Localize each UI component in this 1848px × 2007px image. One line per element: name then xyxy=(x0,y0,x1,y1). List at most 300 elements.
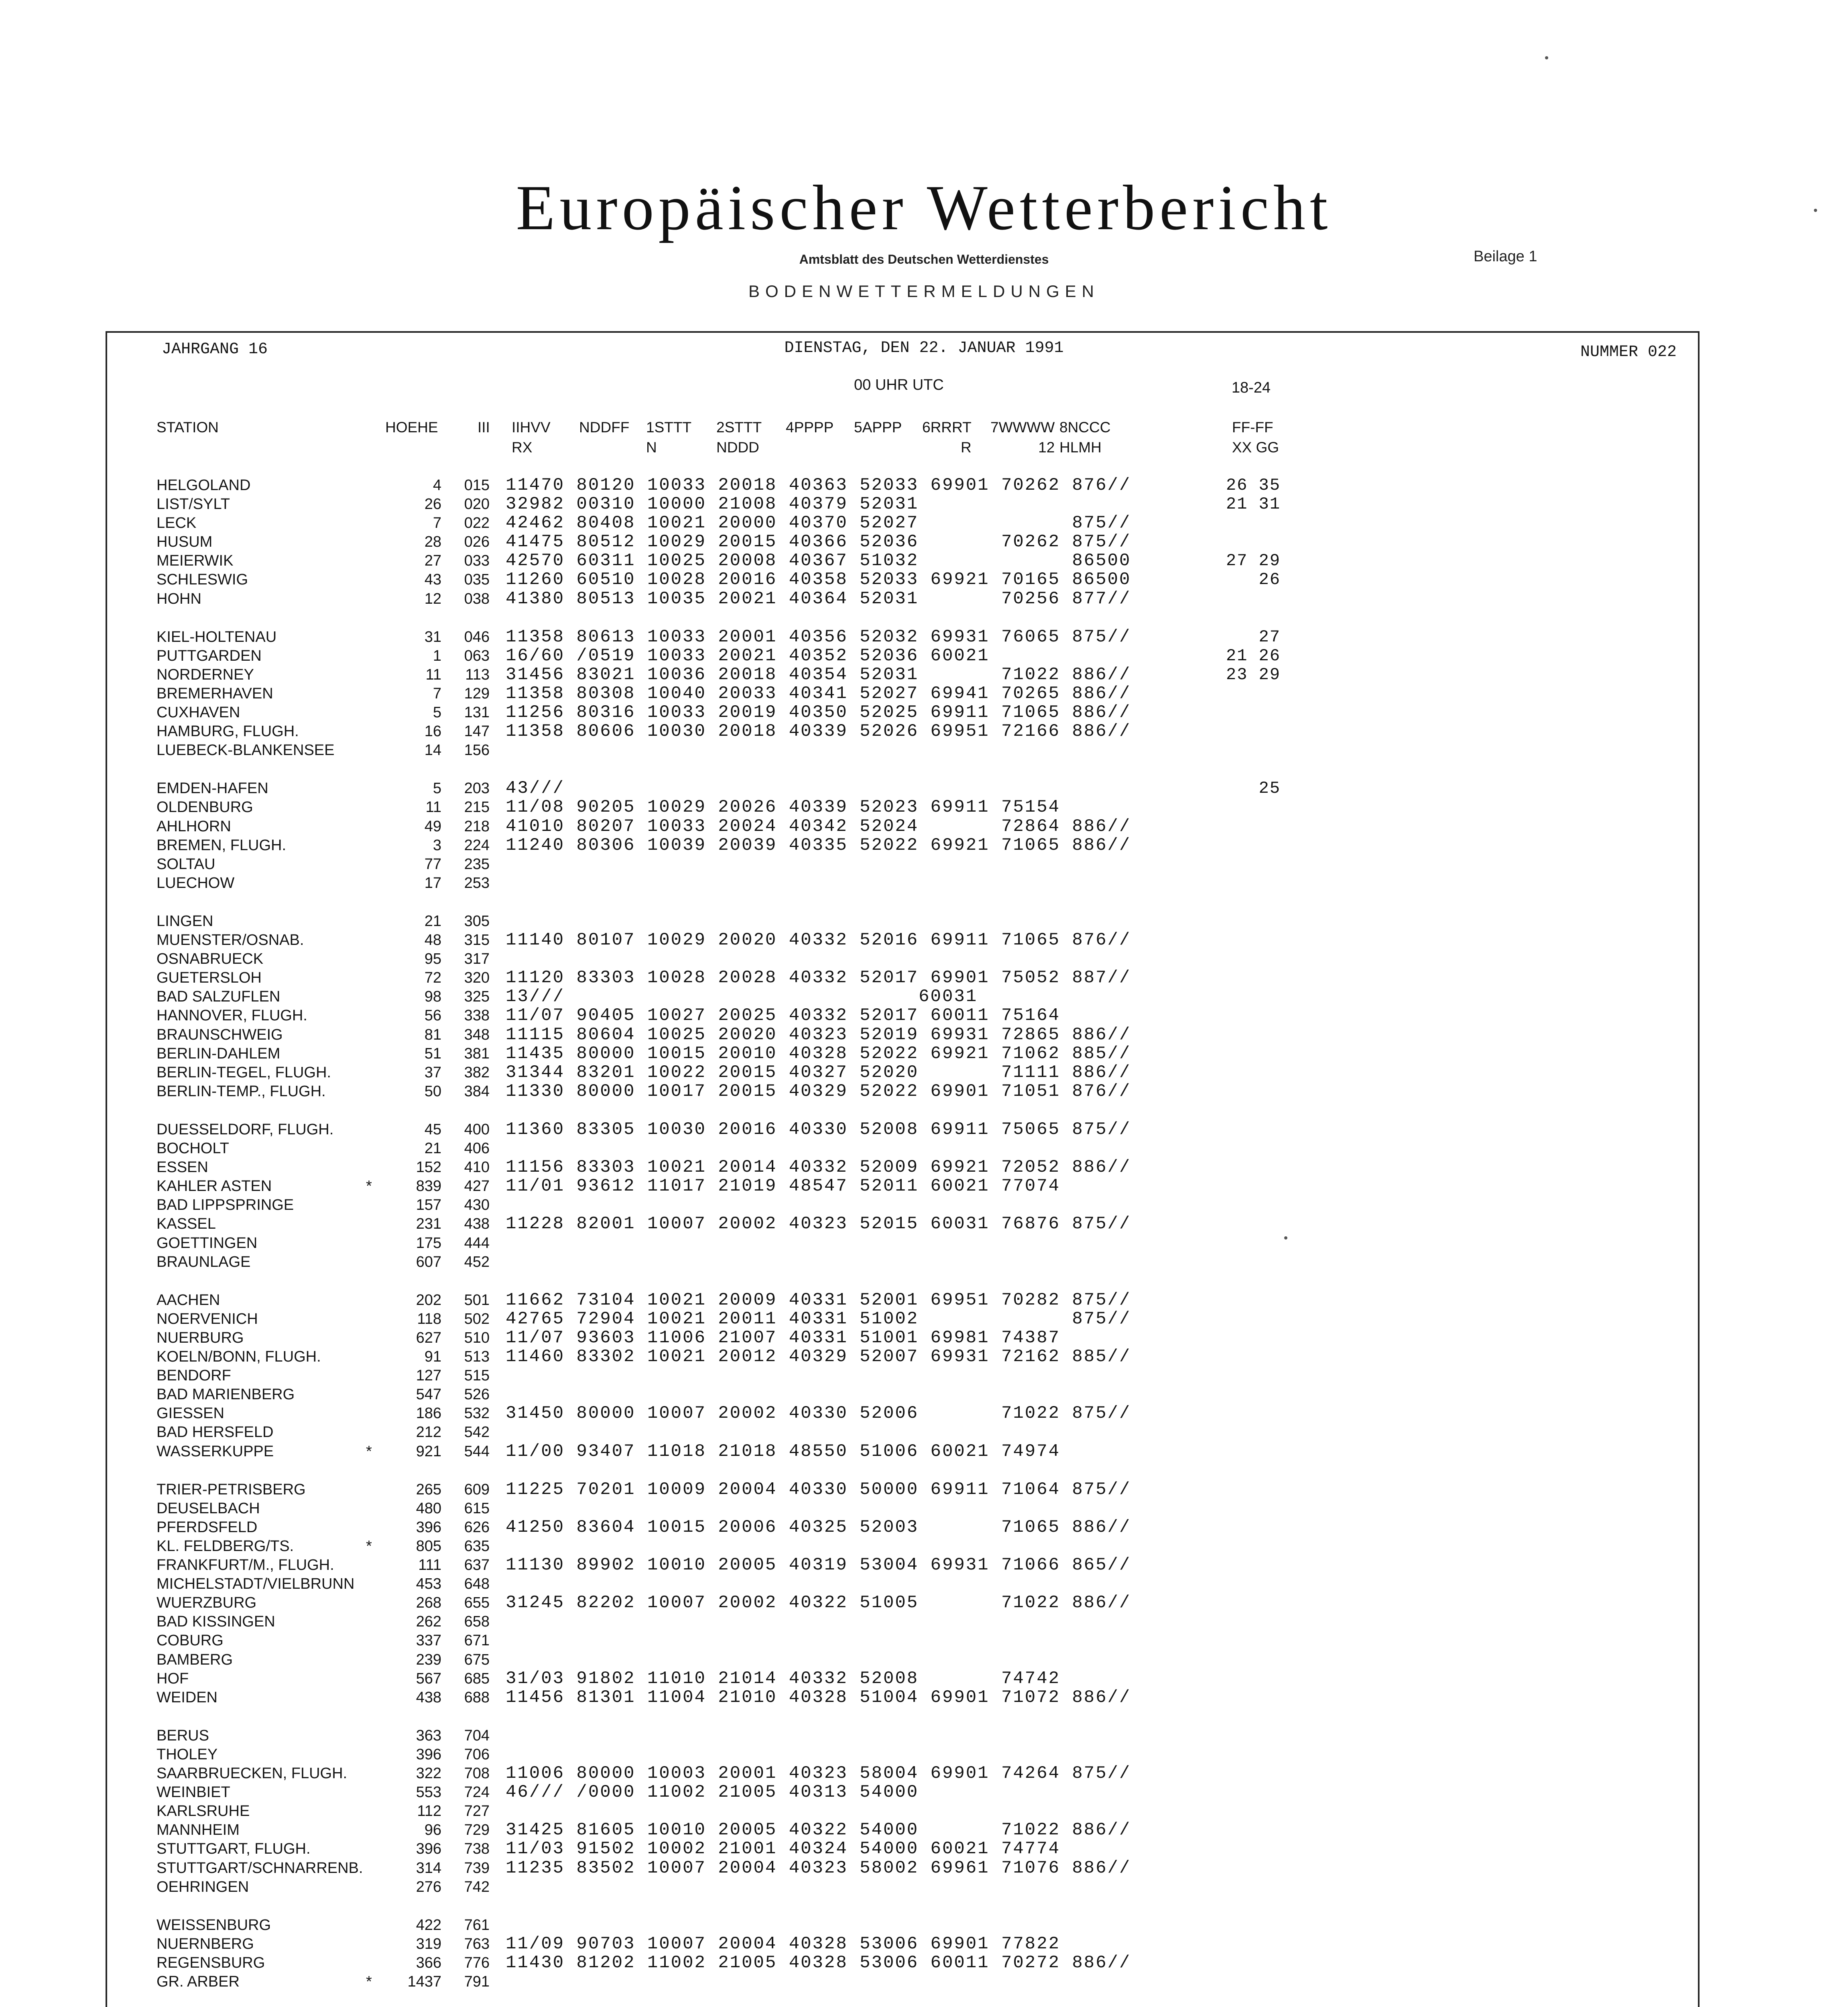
station-height: 319 xyxy=(416,1936,441,1952)
station-height: 547 xyxy=(416,1386,441,1403)
station-id: 452 xyxy=(464,1254,490,1270)
col-header-iii: III xyxy=(478,419,490,436)
station-name: DUESSELDORF, FLUGH. xyxy=(157,1121,334,1138)
table-row xyxy=(157,855,1617,874)
station-height: 314 xyxy=(416,1860,441,1877)
table-row xyxy=(157,1574,1617,1594)
synop-code: 11330 80000 10017 20015 40329 52022 69901 71051 876// xyxy=(506,1081,1131,1101)
station-height: 152 xyxy=(416,1159,441,1176)
col-header-4pppp: 4PPPP xyxy=(786,419,834,436)
station-name: BRAUNSCHWEIG xyxy=(157,1026,283,1043)
table-row xyxy=(157,1537,1617,1556)
scan-speck xyxy=(1545,56,1548,59)
station-name: NUERNBERG xyxy=(157,1936,254,1952)
table-row xyxy=(157,1309,1617,1329)
issue-number: NUMMER 022 xyxy=(1580,343,1677,361)
station-id: 671 xyxy=(464,1632,490,1649)
station-height: 3 xyxy=(433,837,441,854)
col-header-2sttt: 2STTT NDDD xyxy=(716,419,762,456)
synop-code: 42765 72904 10021 20011 40331 51002 875// xyxy=(506,1309,1131,1329)
station-id: 305 xyxy=(464,913,490,930)
table-row xyxy=(157,1234,1617,1253)
table-row xyxy=(157,1044,1617,1063)
station-name: LUEBECK-BLANKENSEE xyxy=(157,742,335,759)
table-row xyxy=(157,1063,1617,1082)
synop-code: 11/09 90703 10007 20004 40328 53006 69901 77822 xyxy=(506,1934,1061,1954)
table-row xyxy=(157,1669,1617,1688)
station-id: 615 xyxy=(464,1500,490,1517)
observation-time: 00 UHR UTC xyxy=(854,377,944,393)
table-row xyxy=(157,1442,1617,1461)
synop-code: 41475 80512 10029 20015 40366 52036 70262 875// xyxy=(506,532,1131,552)
station-height: 453 xyxy=(416,1575,441,1592)
table-row xyxy=(157,684,1617,703)
station-id: 444 xyxy=(464,1235,490,1252)
station-id: 501 xyxy=(464,1292,490,1309)
station-id: 320 xyxy=(464,969,490,986)
station-id: 655 xyxy=(464,1594,490,1611)
station-id: 203 xyxy=(464,780,490,797)
synop-code: 11140 80107 10029 20020 40332 52016 69911 71065 876// xyxy=(506,930,1131,950)
table-row xyxy=(157,1158,1617,1177)
station-id: 035 xyxy=(464,571,490,588)
station-name: STUTTGART, FLUGH. xyxy=(157,1840,311,1857)
synop-code: 32982 00310 10000 21008 40379 52031 xyxy=(506,494,919,514)
station-id: 742 xyxy=(464,1879,490,1895)
station-name: KARLSRUHE xyxy=(157,1803,250,1820)
station-id: 015 xyxy=(464,477,490,494)
table-row xyxy=(157,817,1617,836)
table-row xyxy=(157,1214,1617,1234)
table-row xyxy=(157,627,1617,647)
issue-date: DIENSTAG, DEN 22. JANUAR 1991 xyxy=(784,339,1064,357)
table-row xyxy=(157,1915,1617,1935)
synop-code: 11460 83302 10021 20012 40329 52007 69931 72162 885// xyxy=(506,1347,1131,1367)
station-height: 396 xyxy=(416,1746,441,1763)
table-row xyxy=(157,722,1617,741)
station-height: 17 xyxy=(424,875,441,892)
synop-code: 11156 83303 10021 20014 40332 52009 69921 72052 886// xyxy=(506,1157,1131,1177)
synop-code: 11006 80000 10003 20001 40323 58004 69901 74264 875// xyxy=(506,1763,1131,1783)
table-row xyxy=(157,1783,1617,1802)
table-row xyxy=(157,1650,1617,1669)
gust-values: 21 31 xyxy=(1226,495,1281,514)
station-height: 81 xyxy=(424,1026,441,1043)
table-row xyxy=(157,1385,1617,1404)
station-height: 96 xyxy=(424,1822,441,1838)
table-row xyxy=(157,741,1617,760)
table-row xyxy=(157,1252,1617,1272)
synop-code: 31344 83201 10022 20015 40327 52020 71111 886// xyxy=(506,1063,1131,1083)
station-height: 262 xyxy=(416,1613,441,1630)
table-row xyxy=(157,1120,1617,1139)
synop-code: 11358 80308 10040 20033 40341 52027 69941 70265 886// xyxy=(506,684,1131,704)
station-name: WEINBIET xyxy=(157,1784,230,1801)
station-height: 268 xyxy=(416,1594,441,1611)
station-id: 438 xyxy=(464,1215,490,1232)
station-height: 51 xyxy=(424,1045,441,1062)
station-name: BAD LIPPSPRINGE xyxy=(157,1197,294,1213)
table-row xyxy=(157,495,1617,514)
table-row xyxy=(157,532,1617,552)
table-row xyxy=(157,551,1617,570)
station-height: 98 xyxy=(424,988,441,1005)
station-name: KAHLER ASTEN xyxy=(157,1178,272,1195)
col-header-1sttt: 1STTT N xyxy=(646,419,692,456)
table-row xyxy=(157,665,1617,684)
station-id: 235 xyxy=(464,856,490,873)
station-id: 129 xyxy=(464,685,490,702)
station-name: HELGOLAND xyxy=(157,477,251,494)
station-id: 400 xyxy=(464,1121,490,1138)
station-height: 396 xyxy=(416,1840,441,1857)
station-height: 45 xyxy=(424,1121,441,1138)
station-name: BAD SALZUFLEN xyxy=(157,988,281,1005)
station-height: 11 xyxy=(425,666,441,683)
station-height: 37 xyxy=(424,1064,441,1081)
station-name: BERLIN-TEGEL, FLUGH. xyxy=(157,1064,331,1081)
table-row xyxy=(157,476,1617,495)
station-name: BAMBERG xyxy=(157,1651,233,1668)
station-name: SOLTAU xyxy=(157,856,215,873)
gust-values: 27 xyxy=(1226,627,1281,647)
station-id: 688 xyxy=(464,1689,490,1706)
station-height: 366 xyxy=(416,1954,441,1971)
station-name: BAD HERSFELD xyxy=(157,1424,274,1441)
station-height: 112 xyxy=(417,1803,441,1820)
station-id: 791 xyxy=(464,1973,490,1990)
station-name: NUERBURG xyxy=(157,1329,244,1346)
synop-code: 11225 70201 10009 20004 40330 50000 69911 71064 875// xyxy=(506,1480,1131,1500)
synop-code: 11358 80613 10033 20001 40356 52032 69931 76065 875// xyxy=(506,627,1131,647)
table-row xyxy=(157,836,1617,855)
synop-code: 46/// /0000 11002 21005 40313 54000 xyxy=(506,1782,919,1802)
station-id: 427 xyxy=(464,1178,490,1195)
synop-code: 11435 80000 10015 20010 40328 52022 69921 71062 885// xyxy=(506,1044,1131,1064)
station-height: 72 xyxy=(424,969,441,986)
station-id: 763 xyxy=(464,1936,490,1952)
station-id: 706 xyxy=(464,1746,490,1763)
station-id: 637 xyxy=(464,1557,490,1573)
gust-values: 26 35 xyxy=(1226,476,1281,495)
station-height: 567 xyxy=(416,1670,441,1687)
station-name: BRAUNLAGE xyxy=(157,1254,251,1270)
table-row xyxy=(157,949,1617,969)
table-row xyxy=(157,930,1617,950)
table-row xyxy=(157,1499,1617,1518)
station-height: 627 xyxy=(416,1329,441,1346)
synop-code: 43/// xyxy=(506,778,565,798)
station-name: GUETERSLOH xyxy=(157,969,262,986)
station-height: 14 xyxy=(424,742,441,759)
table-row xyxy=(157,1688,1617,1707)
synop-code: 11358 80606 10030 20018 40339 52026 69951 72166 886// xyxy=(506,721,1131,741)
station-height: 322 xyxy=(416,1765,441,1782)
synop-code: 11235 83502 10007 20004 40323 58002 69961 71076 886// xyxy=(506,1858,1131,1878)
station-height: 127 xyxy=(416,1367,441,1384)
station-height: 186 xyxy=(416,1405,441,1422)
station-id: 038 xyxy=(464,590,490,607)
station-id: 609 xyxy=(464,1481,490,1498)
station-name: KOELN/BONN, FLUGH. xyxy=(157,1348,321,1365)
mountain-marker: * xyxy=(366,1443,372,1460)
station-id: 761 xyxy=(464,1917,490,1934)
scan-speck xyxy=(1814,209,1817,212)
table-row xyxy=(157,1631,1617,1650)
station-name: WEISSENBURG xyxy=(157,1917,271,1934)
station-name: AACHEN xyxy=(157,1292,220,1309)
mountain-marker: * xyxy=(366,1973,372,1990)
synop-code: 11/07 90405 10027 20025 40332 52017 60011 75164 xyxy=(506,1006,1061,1026)
synop-code: 41010 80207 10033 20024 40342 52024 72864 886// xyxy=(506,816,1131,837)
station-id: 526 xyxy=(464,1386,490,1403)
table-row xyxy=(157,1518,1617,1537)
table-row xyxy=(157,1934,1617,1954)
synop-code: 11430 81202 11002 21005 40328 53006 60011 70272 886// xyxy=(506,1953,1131,1973)
station-id: 033 xyxy=(464,552,490,569)
table-row xyxy=(157,968,1617,987)
station-name: HANNOVER, FLUGH. xyxy=(157,1007,307,1024)
station-name: WASSERKUPPE xyxy=(157,1443,274,1460)
synop-code: 31425 81605 10010 20005 40322 54000 71022 886// xyxy=(506,1820,1131,1840)
station-name: REGENSBURG xyxy=(157,1954,265,1971)
station-name: WEIDEN xyxy=(157,1689,218,1706)
station-height: 202 xyxy=(416,1292,441,1309)
station-name: BAD KISSINGEN xyxy=(157,1613,275,1630)
table-row xyxy=(157,1177,1617,1196)
synop-code: 42462 80408 10021 20000 40370 52027 875// xyxy=(506,513,1131,533)
gust-values: 26 xyxy=(1226,570,1281,589)
station-name: LUECHOW xyxy=(157,875,235,892)
station-name: BOCHOLT xyxy=(157,1140,229,1157)
col-header-nddff: NDDFF xyxy=(579,419,630,436)
gust-values: 27 29 xyxy=(1226,551,1281,570)
synop-code: 13/// 60031 xyxy=(506,987,978,1007)
station-height: 21 xyxy=(424,913,441,930)
synop-code: 11662 73104 10021 20009 40331 52001 69951 70282 875// xyxy=(506,1290,1131,1310)
station-name: BENDORF xyxy=(157,1367,231,1384)
table-row xyxy=(157,1612,1617,1631)
station-name: GOETTINGEN xyxy=(157,1235,258,1252)
table-row xyxy=(157,912,1617,931)
station-name: BAD MARIENBERG xyxy=(157,1386,295,1403)
synop-code: 31456 83021 10036 20018 40354 52031 71022 886// xyxy=(506,665,1131,685)
station-name: PUTTGARDEN xyxy=(157,647,262,664)
synop-code: 11260 60510 10028 20016 40358 52033 69921 70165 86500 xyxy=(506,570,1131,590)
station-height: 480 xyxy=(416,1500,441,1517)
station-name: BERUS xyxy=(157,1727,209,1744)
table-row xyxy=(157,1328,1617,1347)
station-height: 607 xyxy=(416,1254,441,1270)
station-height: 21 xyxy=(424,1140,441,1157)
station-height: 11 xyxy=(425,799,441,816)
station-name: AHLHORN xyxy=(157,818,231,835)
table-row xyxy=(157,1745,1617,1764)
station-name: PFERDSFELD xyxy=(157,1519,258,1536)
station-height: 422 xyxy=(416,1917,441,1934)
table-row xyxy=(157,1025,1617,1044)
station-id: 515 xyxy=(464,1367,490,1384)
table-row xyxy=(157,1423,1617,1442)
station-height: 265 xyxy=(416,1481,441,1498)
col-header-ff: FF-FF XX GG xyxy=(1232,419,1279,456)
station-name: MUENSTER/OSNAB. xyxy=(157,932,304,949)
station-id: 218 xyxy=(464,818,490,835)
scan-speck xyxy=(1284,1236,1287,1240)
station-id: 675 xyxy=(464,1651,490,1668)
station-id: 022 xyxy=(464,515,490,531)
col-header-6rrrt: 6RRRT R xyxy=(922,419,972,456)
station-id: 739 xyxy=(464,1860,490,1877)
station-id: 502 xyxy=(464,1311,490,1327)
station-height: 50 xyxy=(424,1083,441,1100)
table-row xyxy=(157,1953,1617,1972)
station-height: 175 xyxy=(416,1235,441,1252)
section-heading: BODENWETTERMELDUNGEN xyxy=(748,282,1100,301)
table-row xyxy=(157,589,1617,609)
station-id: 648 xyxy=(464,1575,490,1592)
station-name: MEIERWIK xyxy=(157,552,234,569)
station-name: HOF xyxy=(157,1670,189,1687)
station-name: KIEL-HOLTENAU xyxy=(157,629,277,645)
synop-code: 31450 80000 10007 20002 40330 52006 71022 875// xyxy=(506,1403,1131,1423)
table-row xyxy=(157,1858,1617,1878)
table-row xyxy=(157,646,1617,666)
station-id: 510 xyxy=(464,1329,490,1346)
station-height: 276 xyxy=(416,1879,441,1895)
station-name: BERLIN-TEMP., FLUGH. xyxy=(157,1083,326,1100)
station-id: 317 xyxy=(464,951,490,967)
station-id: 410 xyxy=(464,1159,490,1176)
station-height: 31 xyxy=(424,629,441,645)
station-height: 7 xyxy=(433,685,441,702)
station-id: 325 xyxy=(464,988,490,1005)
station-name: SAARBRUECKEN, FLUGH. xyxy=(157,1765,348,1782)
station-height: 111 xyxy=(418,1557,441,1573)
station-id: 658 xyxy=(464,1613,490,1630)
station-name: GIESSEN xyxy=(157,1405,224,1422)
gust-values: 23 29 xyxy=(1226,665,1281,684)
station-name: LECK xyxy=(157,515,197,531)
station-height: 239 xyxy=(416,1651,441,1668)
station-id: 253 xyxy=(464,875,490,892)
station-name: HOHN xyxy=(157,590,201,607)
col-header-7wwww: 7WWWW 12 xyxy=(990,419,1055,456)
station-height: 91 xyxy=(424,1348,441,1365)
station-height: 839 xyxy=(416,1178,441,1195)
station-id: 215 xyxy=(464,799,490,816)
synop-code: 41380 80513 10035 20021 40364 52031 70256 877// xyxy=(506,589,1131,609)
station-name: FRANKFURT/M., FLUGH. xyxy=(157,1557,334,1573)
volume-label: JAHRGANG 16 xyxy=(162,340,268,358)
station-height: 438 xyxy=(416,1689,441,1706)
table-row xyxy=(157,1555,1617,1575)
synop-code: 11/07 93603 11006 21007 40331 51001 69981 74387 xyxy=(506,1328,1061,1348)
station-name: COBURG xyxy=(157,1632,224,1649)
synop-code: 42570 60311 10025 20008 40367 51032 86500 xyxy=(506,551,1131,571)
station-height: 363 xyxy=(416,1727,441,1744)
table-row xyxy=(157,1366,1617,1385)
station-id: 156 xyxy=(464,742,490,759)
table-row xyxy=(157,1480,1617,1499)
synop-code: 31245 82202 10007 20002 40322 51005 71022 886// xyxy=(506,1593,1131,1613)
station-id: 020 xyxy=(464,496,490,513)
synop-code: 31/03 91802 11010 21014 40332 52008 74742 xyxy=(506,1669,1061,1689)
station-id: 704 xyxy=(464,1727,490,1744)
station-height: 921 xyxy=(416,1443,441,1460)
station-id: 348 xyxy=(464,1026,490,1043)
station-id: 542 xyxy=(464,1424,490,1441)
station-id: 224 xyxy=(464,837,490,854)
station-height: 95 xyxy=(424,951,441,967)
report-title: Europäischer Wetterbericht xyxy=(516,172,1332,243)
table-row xyxy=(157,1404,1617,1423)
table-row xyxy=(157,779,1617,798)
table-row xyxy=(157,513,1617,533)
station-id: 381 xyxy=(464,1045,490,1062)
table-row xyxy=(157,1764,1617,1783)
station-name: TRIER-PETRISBERG xyxy=(157,1481,306,1498)
table-row xyxy=(157,987,1617,1006)
station-id: 685 xyxy=(464,1670,490,1687)
station-height: 48 xyxy=(424,932,441,949)
synop-code: 11/03 91502 10002 21001 40324 54000 60021 74774 xyxy=(506,1839,1061,1859)
synop-code: 11456 81301 11004 21010 40328 51004 69901 71072 886// xyxy=(506,1687,1131,1708)
station-height: 43 xyxy=(424,571,441,588)
synop-code: 11256 80316 10033 20019 40350 52025 69911 71065 886// xyxy=(506,702,1131,723)
table-row xyxy=(157,1082,1617,1101)
station-id: 776 xyxy=(464,1954,490,1971)
synop-code: 11360 83305 10030 20016 40330 52008 69911 75065 875// xyxy=(506,1120,1131,1140)
station-height: 27 xyxy=(424,552,441,569)
station-name: OLDENBURG xyxy=(157,799,253,816)
station-name: DEUSELBACH xyxy=(157,1500,260,1517)
station-name: MANNHEIM xyxy=(157,1822,240,1838)
col-header-8nccc: 8NCCC HLMH xyxy=(1059,419,1111,456)
table-row xyxy=(157,1820,1617,1840)
station-height: 28 xyxy=(424,533,441,550)
station-height: 4 xyxy=(433,477,441,494)
synop-code: 11120 83303 10028 20028 40332 52017 69901 75052 887// xyxy=(506,968,1131,988)
station-id: 430 xyxy=(464,1197,490,1213)
table-row xyxy=(157,1291,1617,1310)
station-id: 026 xyxy=(464,533,490,550)
station-id: 727 xyxy=(464,1803,490,1820)
station-height: 1437 xyxy=(407,1973,441,1990)
mountain-marker: * xyxy=(366,1178,372,1195)
station-height: 805 xyxy=(416,1538,441,1555)
station-name: NORDERNEY xyxy=(157,666,254,683)
beilage-label: Beilage 1 xyxy=(1474,248,1537,265)
gust-values: 21 26 xyxy=(1226,646,1281,666)
station-id: 384 xyxy=(464,1083,490,1100)
synop-code: 11/00 93407 11018 21018 48550 51006 60021 74974 xyxy=(506,1441,1061,1461)
table-row xyxy=(157,1195,1617,1215)
station-height: 49 xyxy=(424,818,441,835)
station-name: KASSEL xyxy=(157,1215,216,1232)
table-row xyxy=(157,703,1617,722)
table-row xyxy=(157,1972,1617,1991)
station-id: 738 xyxy=(464,1840,490,1857)
station-height: 5 xyxy=(433,780,441,797)
table-row xyxy=(157,1726,1617,1745)
station-name: KL. FELDBERG/TS. xyxy=(157,1538,294,1555)
table-row xyxy=(157,1877,1617,1897)
synop-code: 11115 80604 10025 20020 40323 52019 69931 72865 886// xyxy=(506,1025,1131,1045)
synop-code: 16/60 /0519 10033 20021 40352 52036 60021 xyxy=(506,646,990,666)
station-name: EMDEN-HAFEN xyxy=(157,780,268,797)
table-row xyxy=(157,1139,1617,1158)
